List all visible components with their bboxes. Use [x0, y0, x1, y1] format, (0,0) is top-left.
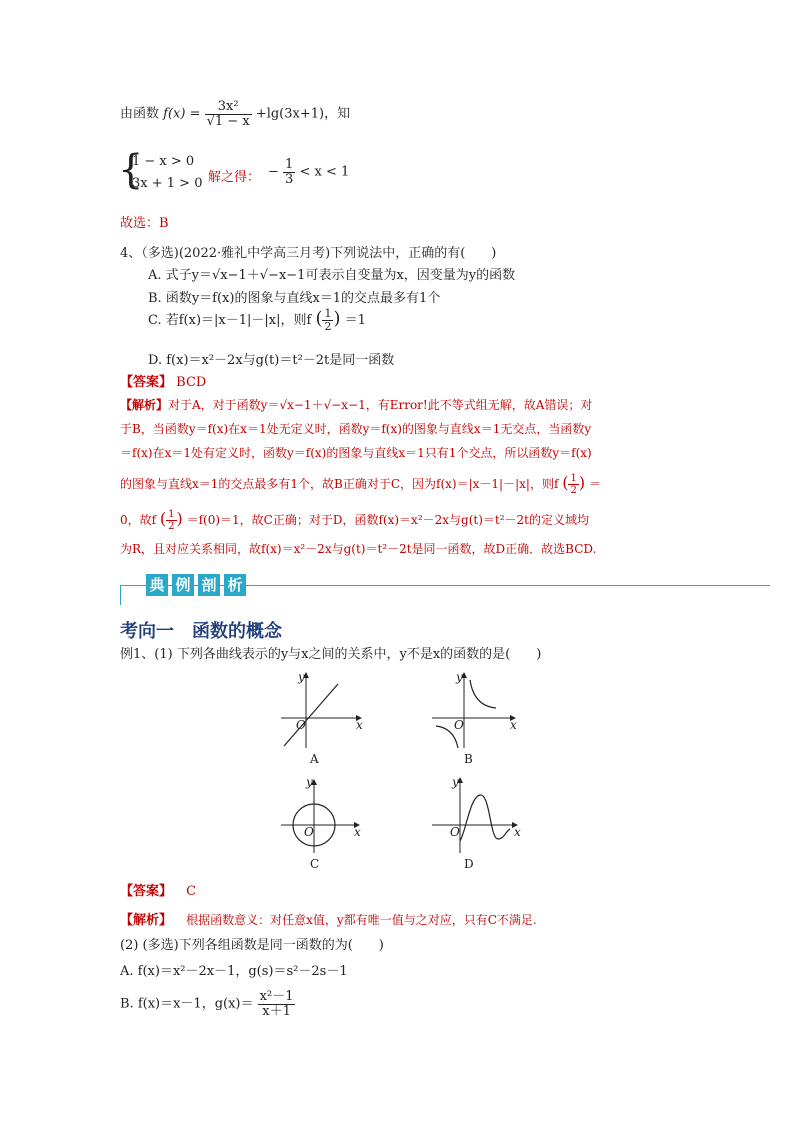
q4-option-c-num: 1 [324, 307, 332, 321]
graph-d-x-label: x [514, 825, 521, 839]
graph-a-svg [276, 670, 366, 750]
banner-char-3: 剖 [198, 574, 220, 596]
system-line-1: 1 − x > 0 [132, 154, 195, 169]
graph-d-origin: O [450, 825, 460, 839]
q4-analysis-line-1: 对于A，对于函数y＝√x−1＋√−x−1，有Error!此不等式组无解，故A错误；对 [168, 398, 593, 412]
graph-c-x-label: x [354, 825, 361, 839]
intro-frac-num: 3x² [205, 100, 252, 115]
graph-b-origin: O [454, 718, 464, 732]
q4-option-c-fraction [322, 308, 333, 332]
q4-analysis-line-3: ＝f(x)在x＝1处有定义时，函数y＝f(x)的图象与直线x＝1只有1个交点，所以函数y＝f(x) [120, 446, 592, 460]
ex1-part2-option-b-num: x²－1 [259, 989, 294, 1004]
ex1-analysis-text: 根据函数意义：对任意x值，y都有唯一值与之对应，只有C不满足. [186, 913, 537, 927]
graph-a-origin: O [296, 718, 306, 732]
ex1-part2-stem: (2) (多选)下列各组函数是同一函数的为( ) [120, 938, 384, 953]
ex1-part2-option-b [120, 990, 295, 1018]
q4-answer-value: BCD [176, 375, 207, 390]
q4-analysis-line-5-den: 2 [168, 521, 175, 532]
q4-option-c-post: ＝1 [344, 313, 366, 328]
q4-analysis-line-4-pre: 的图象与直线x＝1的交点最多有1个，故B正确对于C，因为f(x)＝|x－1|－|x|，则f [120, 477, 559, 491]
banner-char-2: 例 [172, 574, 194, 596]
q4-option-c-den: 2 [324, 320, 332, 333]
q4-answer-label: 【答案】 [120, 375, 173, 390]
graph-c [276, 775, 366, 875]
graph-d-curve [460, 795, 510, 841]
q4-answer [120, 371, 206, 390]
q4-analysis-line-5-pre: 0，故f [120, 513, 157, 527]
ex1-answer [120, 880, 196, 899]
system-line-2: 3x + 1 > 0 [132, 176, 203, 191]
ex1-part2-option-b-den: x＋1 [262, 1003, 291, 1019]
q4-option-c: C. 若f(x)＝|x－1|－|x|，则f ( $\frac{1}{2}$ ) ＝1 [148, 307, 366, 333]
q4-analysis-line-5-fraction [166, 509, 176, 532]
solve-fraction [283, 158, 295, 186]
q4-analysis-line-4-fraction [568, 473, 578, 496]
graph-a-line [284, 684, 338, 746]
graph-c-origin: O [304, 825, 314, 839]
q4-analysis-label: 【解析】 [120, 398, 169, 412]
intro-function-line [120, 100, 350, 140]
q4-stem: 4、（多选)(2022·雅礼中学高三月考)下列说法中，正确的有( ) [120, 246, 497, 261]
ex1-part2-option-b-fraction [258, 990, 296, 1018]
intro-func-lhs: f(x) = [163, 106, 201, 122]
solve-frac-den: 3 [285, 171, 294, 187]
ex1-part2-option-a: A. f(x)＝x²－2x－1，g(s)＝s²－2s－1 [120, 964, 348, 979]
q4-analysis [120, 393, 680, 561]
graph-b-y-label: y [456, 670, 463, 684]
section-title: 考向一 函数的概念 [120, 621, 282, 642]
ex1-part2-option-b-pre: B. f(x)＝x－1，g(x)＝ [120, 996, 254, 1012]
system-brace: { [118, 147, 144, 193]
graph-d-svg [430, 775, 525, 855]
graph-d [430, 775, 525, 875]
graph-a-label: A [310, 752, 319, 766]
solve-label: 解之得： [208, 170, 261, 185]
q4-analysis-line-4-num: 1 [570, 473, 577, 484]
ex1-answer-value: C [186, 884, 197, 899]
banner-char-1: 典 [146, 574, 168, 596]
section-banner [120, 571, 770, 601]
banner-hook [120, 585, 124, 605]
q4-option-a: A. 式子y＝√x−1＋√−x−1可表示自变量为x，因变量为y的函数 [148, 268, 516, 283]
intro-frac-den: √1 − x [206, 113, 250, 129]
graph-a [276, 670, 366, 770]
graph-b-curve-right [470, 680, 496, 708]
q4-analysis-line-5: 0，故f ( $\frac{1}{2}$ ) ＝f(0)＝1，故C正确；对于D，函数f(x)＝x²－2x与g(t)＝t²－2t的定义域均 [120, 509, 589, 532]
solve-pre: − [268, 164, 279, 180]
intro-fraction [205, 100, 252, 128]
q4-analysis-line-4-post: ＝ [588, 477, 601, 491]
q4-analysis-line-4: 的图象与直线x＝1的交点最多有1个，故B正确对于C，因为f(x)＝|x－1|－|x|，则f ( $\frac{1}{2}$ ) ＝ [120, 473, 601, 496]
graph-a-y-label: y [298, 670, 305, 684]
graph-d-label: D [464, 857, 474, 871]
q4-analysis-line-5-num: 1 [168, 509, 175, 520]
q4-option-d: D. f(x)＝x²－2x与g(t)＝t²－2t是同一函数 [148, 353, 395, 368]
ex1-analysis [120, 909, 537, 928]
intro-func-tail: +lg(3x+1)，知 [255, 106, 351, 122]
q4-analysis-line-2: 于B，当函数y＝f(x)在x＝1处无定义时，函数y＝f(x)的图象与直线x＝1无交点，当函数y [120, 422, 592, 436]
graph-b-label: B [464, 752, 473, 766]
q4-analysis-line-4-den: 2 [570, 485, 577, 496]
ex1-stem: 例1、(1) 下列各曲线表示的y与x之间的关系中，y不是x的函数的是( ) [120, 647, 542, 662]
q4-analysis-line-6: 为R，且对应关系相同，故f(x)＝x²－2x与g(t)＝t²－2t是同一函数，故D正确．故选BCD. [120, 542, 597, 556]
ex1-answer-label: 【答案】 [120, 884, 173, 899]
graph-b [430, 670, 520, 770]
graph-d-y-label: y [452, 775, 459, 789]
graph-c-label: C [310, 857, 320, 871]
solve-expression [268, 158, 349, 186]
graph-a-x-label: x [356, 718, 363, 732]
intro-prefix: 由函数 [120, 106, 160, 122]
solve-post: < x < 1 [299, 164, 350, 180]
q4-option-b: B. 函数y＝f(x)的图象与直线x＝1的交点最多有1个 [148, 291, 441, 306]
graph-b-svg [430, 670, 520, 750]
graph-c-svg [276, 775, 366, 855]
intro-choice: 故选：B [120, 216, 169, 231]
q4-option-c-pre: C. 若f(x)＝|x－1|－|x|，则f [148, 313, 312, 328]
graph-c-y-label: y [306, 775, 313, 789]
ex1-analysis-label: 【解析】 [120, 913, 173, 928]
graph-b-x-label: x [510, 718, 517, 732]
solve-frac-num: 1 [285, 157, 294, 172]
q4-analysis-line-5-post: ＝f(0)＝1，故C正确；对于D，函数f(x)＝x²－2x与g(t)＝t²－2t的定义域均 [186, 513, 589, 527]
banner-char-4: 析 [224, 574, 246, 596]
